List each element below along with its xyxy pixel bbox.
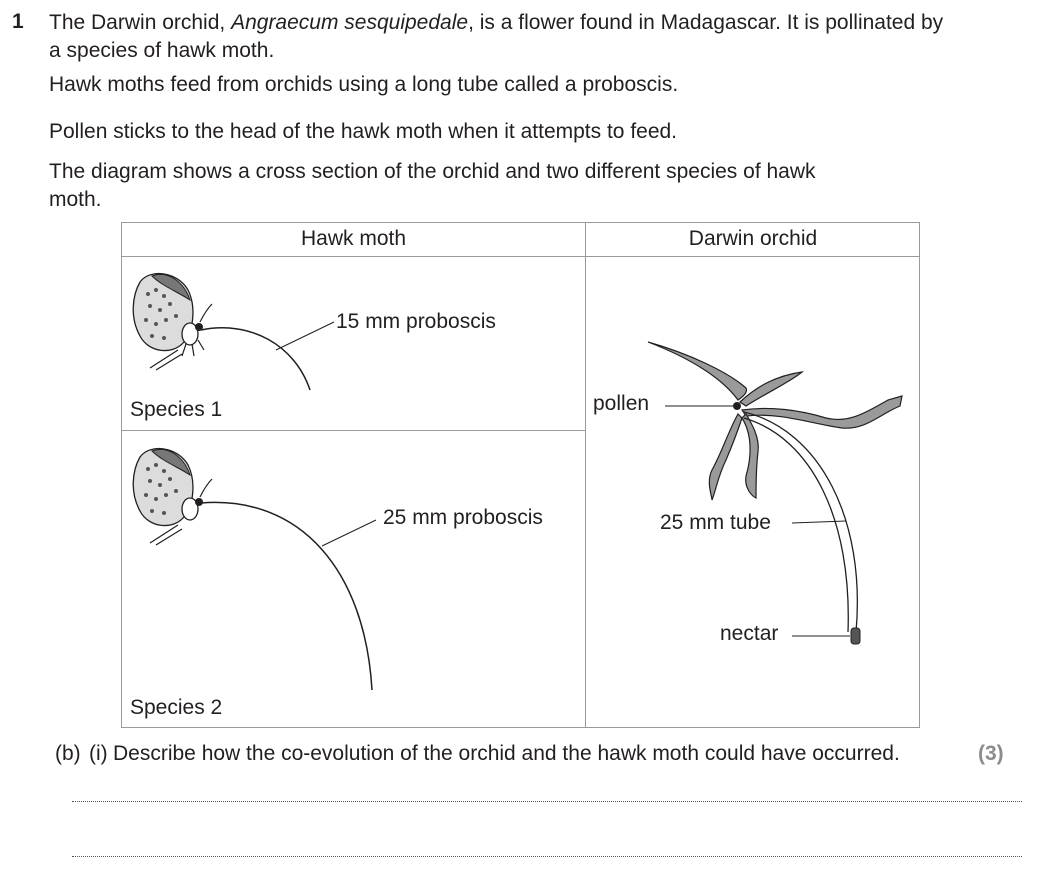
label-nectar: nectar [720, 622, 779, 645]
label-25mm-proboscis: 25 mm proboscis [383, 506, 543, 529]
sub-part-label: (i) [89, 742, 108, 765]
leader-species-2 [322, 520, 376, 546]
species-name: Angraecum sesquipedale [231, 11, 469, 34]
proboscis-species-2 [201, 502, 372, 690]
paragraph-pollen: Pollen sticks to the head of the hawk moth when it attempts to feed. [49, 120, 678, 143]
question-intro: The Darwin orchid, Angraecum sesquipedale, is a flower found in Madagascar. It is pollinated by a species of hawk moth. [49, 11, 944, 62]
leader-species-1 [276, 322, 334, 350]
label-25mm-tube: 25 mm tube [660, 511, 771, 534]
label-species-1: Species 1 [130, 398, 223, 421]
marks-badge: (3) [978, 742, 1004, 765]
proboscis-species-1 [201, 328, 310, 390]
label-pollen: pollen [593, 392, 650, 415]
label-15mm-proboscis: 15 mm proboscis [336, 310, 496, 333]
answer-line-1[interactable] [72, 801, 1022, 802]
answer-line-2[interactable] [72, 856, 1022, 857]
paragraph-diagram: The diagram shows a cross section of the orchid and two different species of hawk moth. [49, 160, 816, 211]
part-b-question-text: Describe how the co-evolution of the orchid and the hawk moth could have occurred. [113, 742, 900, 765]
moth-species-2-illustration [133, 449, 212, 545]
part-label: (b) [55, 742, 81, 765]
moth-species-1-illustration [133, 274, 212, 370]
header-darwin-orchid: Darwin orchid [688, 227, 818, 250]
orchid-illustration [648, 342, 902, 644]
header-hawk-moth: Hawk moth [300, 227, 407, 250]
paragraph-proboscis: Hawk moths feed from orchids using a long tube called a proboscis. [49, 73, 679, 96]
label-species-2: Species 2 [130, 696, 223, 719]
question-part-b [55, 742, 1004, 766]
question-number: 1 [12, 10, 24, 33]
leader-tube [792, 521, 846, 523]
